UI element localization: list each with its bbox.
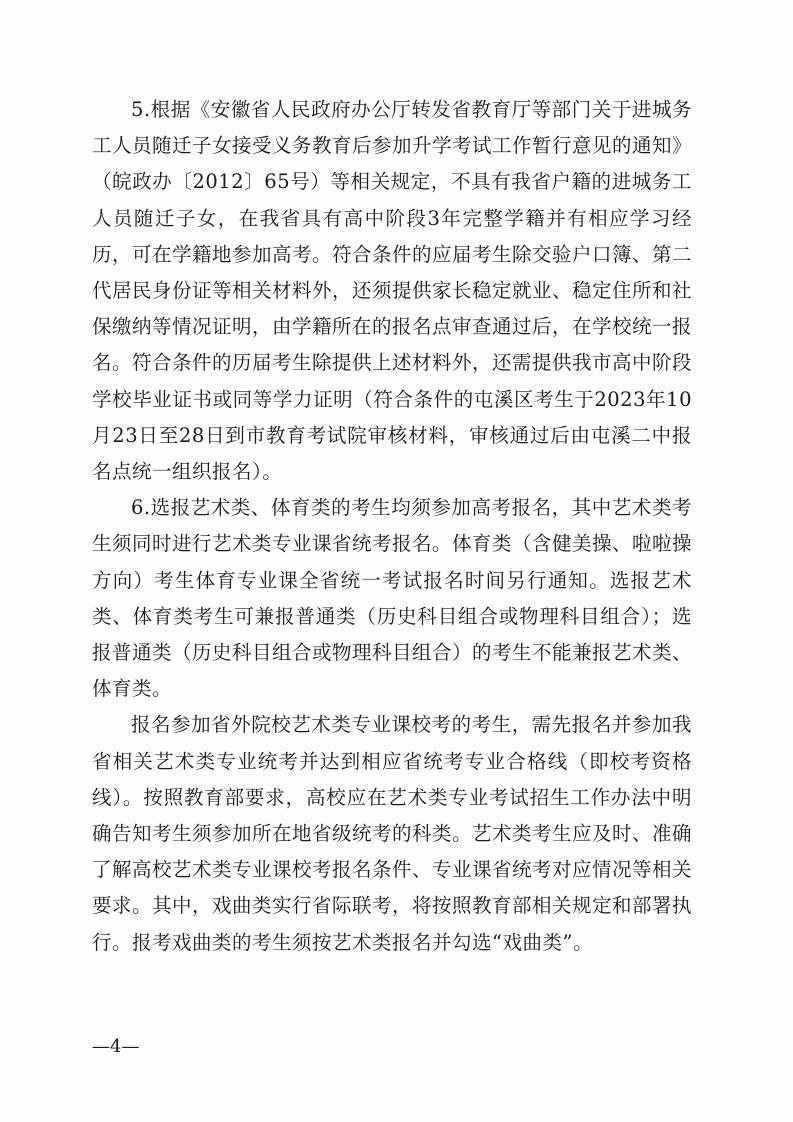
page-number: —4— [92, 1036, 140, 1057]
paragraph-art-exam: 报名参加省外院校艺术类专业课校考的考生，需先报名并参加我省相关艺术类专业统考并达到相应省统考专业合格线（即校考资格线）。按照教育部要求，高校应在艺术类专业考试招生工作办法中明确告知考生须参加所在地省级统考的科类。艺术类考生应及时、准确了解高校艺术类专业课校考报名条件、专业课省统考对应情况等相关要求。其中，戏曲类实行省际联考，将按照教育部相关规定和部署执行。报考戏曲类的考生须按艺术类报名并勾选“戏曲类”。 [92, 713, 693, 954]
document-body [92, 92, 692, 961]
paragraph-item-6: 6.选报艺术类、体育类的考生均须参加高考报名，其中艺术类考生须同时进行艺术类专业课省统考报名。体育类（含健美操、啦啦操方向）考生体育专业课全省统一考试报名时间另行通知。选报艺术类、体育类考生可兼报普通类（历史科目组合或物理科目组合）；选报普通类（历史科目组合或物理科目组合）的考生不能兼报艺术类、体育类。 [92, 496, 693, 701]
paragraph-item-5: 5.根据《安徽省人民政府办公厅转发省教育厅等部门关于进城务工人员随迁子女接受义务教育后参加升学考试工作暂行意见的通知》（皖政办〔2012〕65号）等相关规定，不具有我省户籍的进城务工人员随迁子女，在我省具有高中阶段3年完整学籍并有相应学习经历，可在学籍地参加高考。符合条件的应届考生除交验户口簿、第二代居民身份证等相关材料外，还须提供家长稳定就业、稳定住所和社保缴纳等情况证明，由学籍所在的报名点审查通过后，在学校统一报名。符合条件的历届考生除提供上述材料外，还需提供我市高中阶段学校毕业证书或同等学力证明（符合条件的屯溪区考生于2023年10月23日至28日到市教育考试院审核材料，审核通过后由屯溪二中报名点统一组织报名）。 [92, 98, 693, 484]
